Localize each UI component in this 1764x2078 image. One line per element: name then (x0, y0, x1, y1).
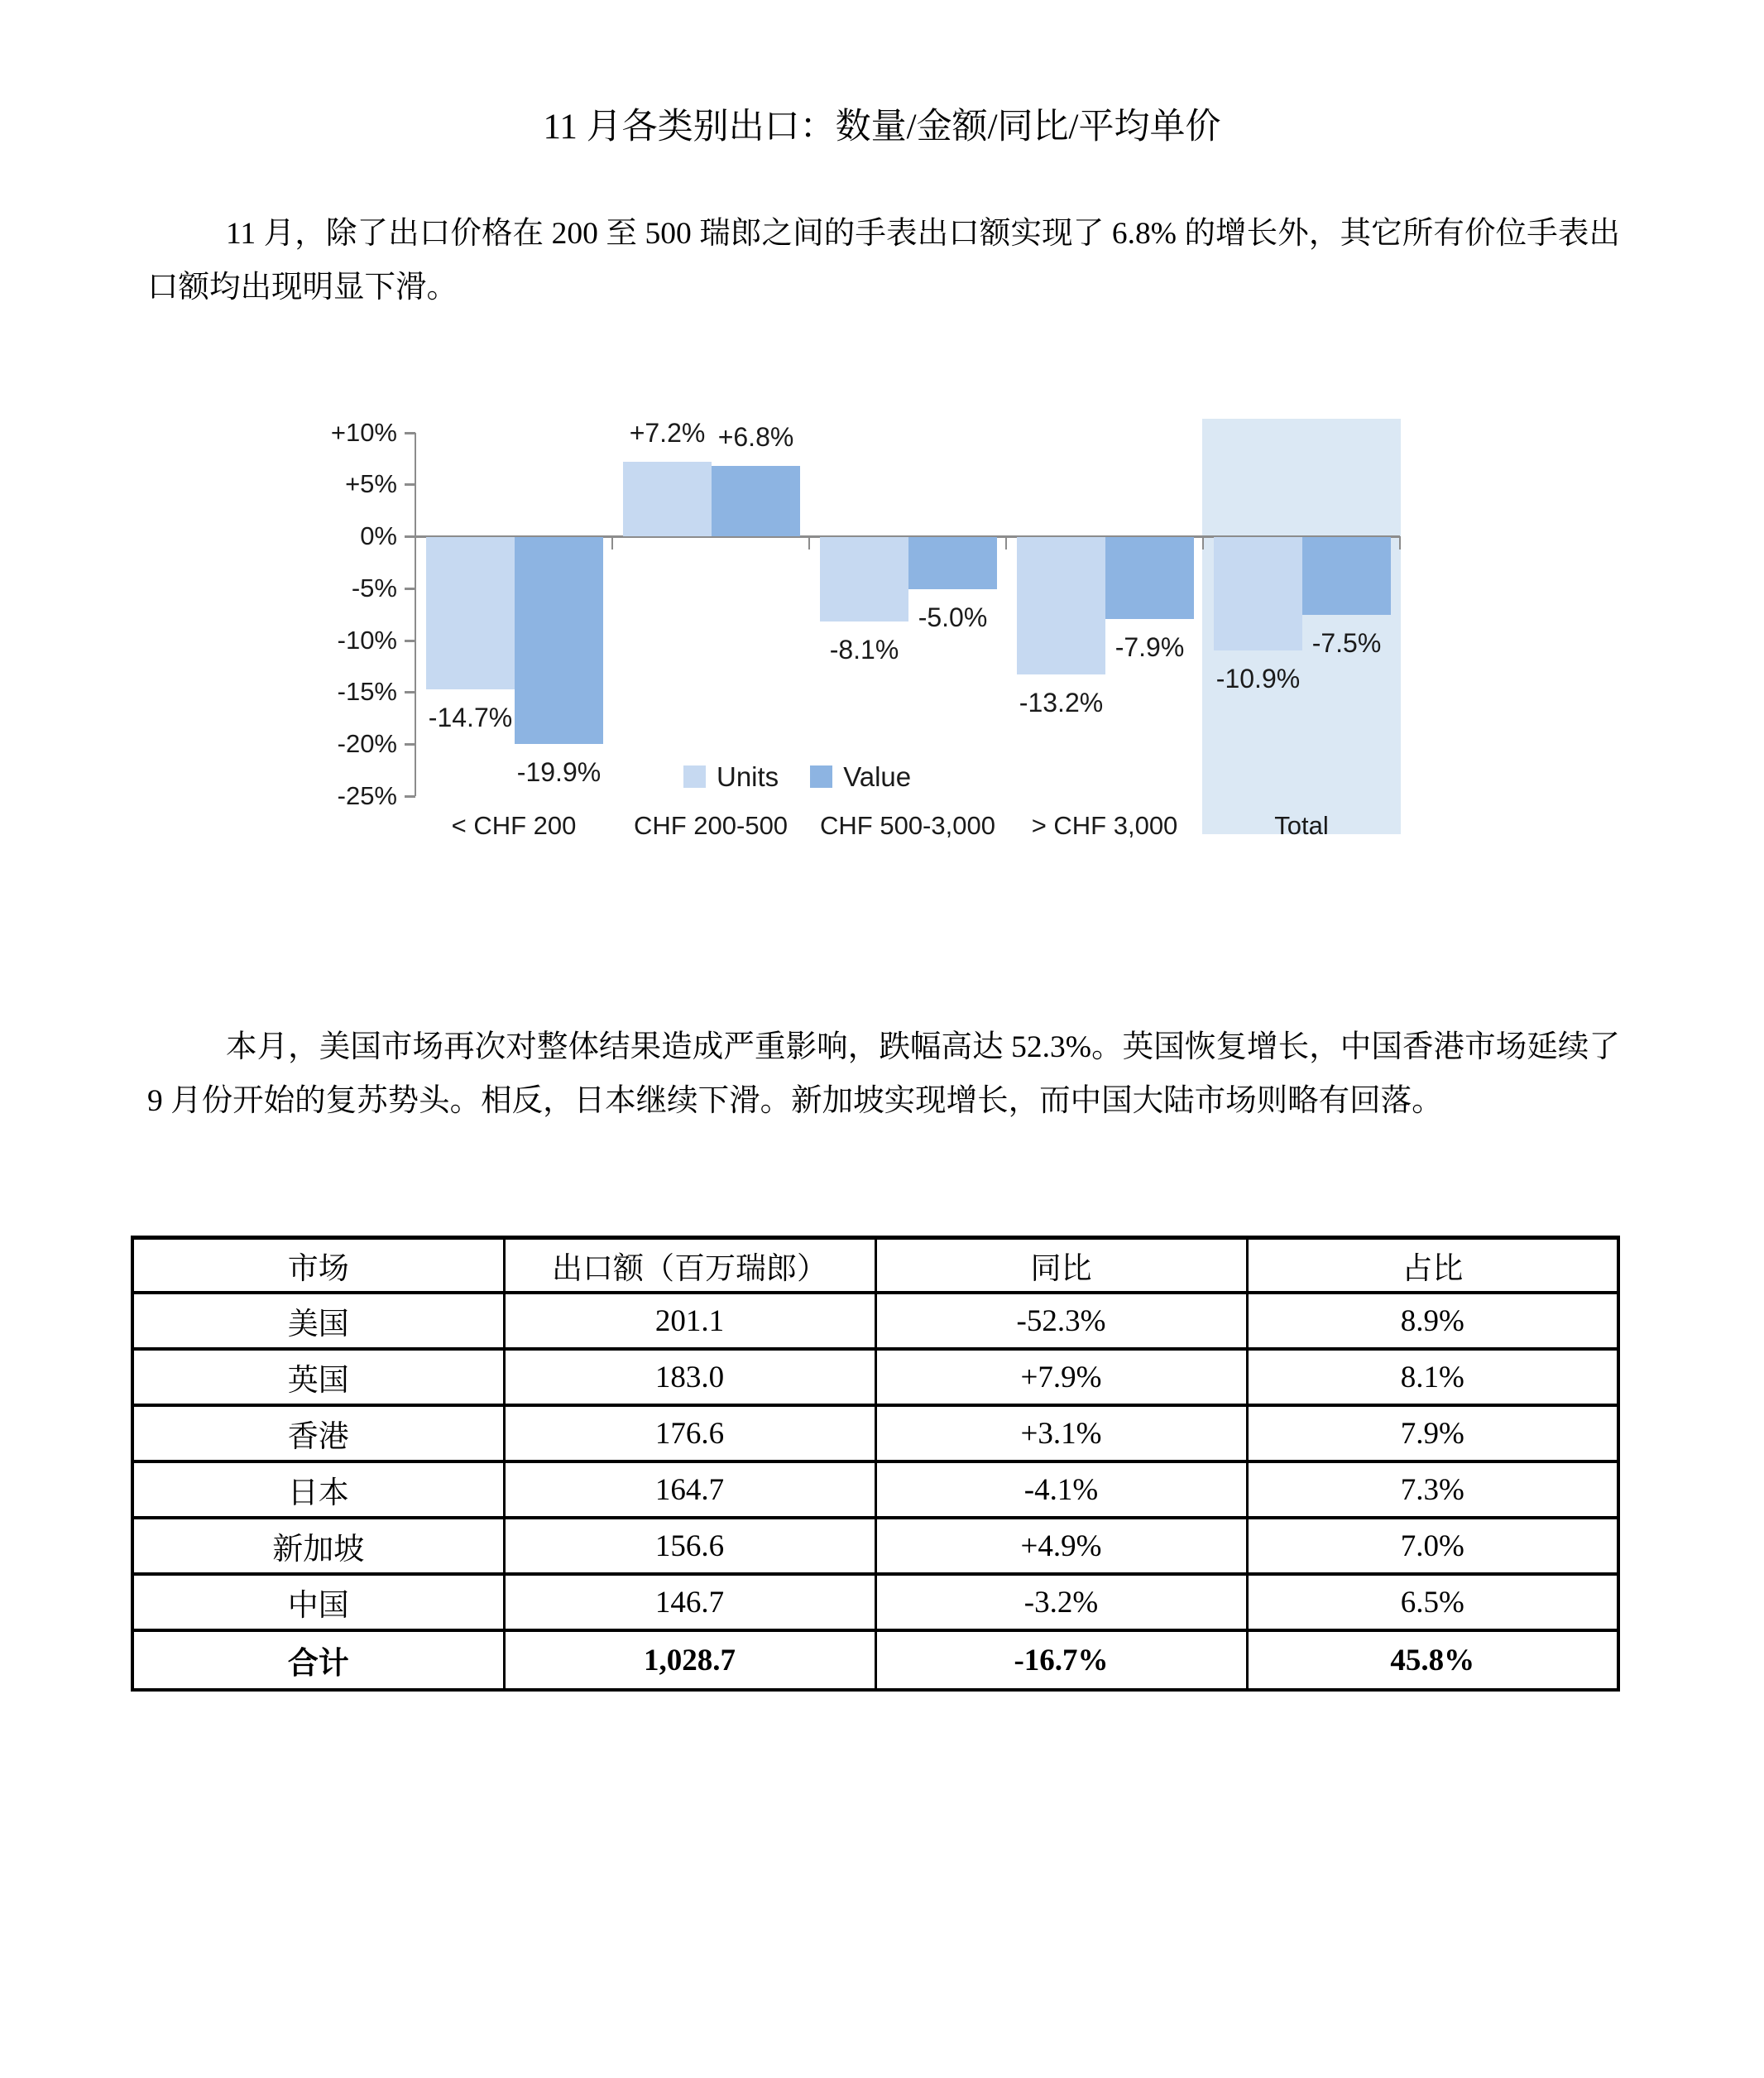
table-row (132, 1349, 1618, 1405)
legend-item-units (683, 763, 779, 790)
market-table (131, 1236, 1620, 1692)
category-axis-tick-mark (1005, 536, 1007, 549)
bar-value-label: -13.2% (1019, 688, 1104, 717)
cell-market: 新加坡 (132, 1518, 504, 1574)
y-axis-tick-mark (405, 691, 415, 693)
paragraph-price-bands: 11 月，除了出口价格在 200 至 500 瑞郎之间的手表出口额实现了 6.8% 的增长外，其它所有价位手表出口额均出现明显下滑。 (147, 217, 1620, 305)
y-axis-tick-mark (405, 483, 415, 486)
cell-share: 8.9% (1247, 1293, 1618, 1349)
y-axis-tick-label: -10% (337, 626, 397, 655)
category-label: CHF 500-3,000 (820, 811, 995, 840)
y-axis-tick-label: 0% (360, 521, 397, 550)
category-axis-tick-mark (808, 536, 810, 549)
cell-market: 合计 (132, 1630, 504, 1690)
category-label: Total (1274, 811, 1329, 840)
cell-yoy: -16.7% (875, 1630, 1247, 1690)
bar-value-label: -14.7% (428, 703, 513, 732)
cell-yoy: -52.3% (875, 1293, 1247, 1349)
y-axis-tick-label: +5% (345, 469, 397, 498)
category-label: < CHF 200 (451, 811, 577, 840)
y-axis-tick-mark (405, 432, 415, 434)
table-row (132, 1461, 1618, 1518)
cell-exports-mchf: 164.7 (504, 1461, 875, 1518)
y-axis-tick-label: -25% (337, 781, 397, 810)
y-axis-tick-mark (405, 795, 415, 798)
table-row (132, 1405, 1618, 1461)
cell-share: 6.5% (1247, 1574, 1618, 1630)
table-row (132, 1293, 1618, 1349)
y-axis-tick-mark (405, 743, 415, 746)
cell-yoy: +3.1% (875, 1405, 1247, 1461)
cell-yoy: 同比 (875, 1238, 1247, 1293)
legend-swatch-value (810, 765, 832, 788)
value-bar-chf-3-000 (1105, 537, 1194, 619)
bar-value-label: -19.9% (516, 757, 602, 787)
cell-exports-mchf: 201.1 (504, 1293, 875, 1349)
table-row (132, 1574, 1618, 1630)
category-axis-tick-mark (1202, 536, 1204, 549)
cell-yoy: -3.2% (875, 1574, 1247, 1630)
cell-market: 美国 (132, 1293, 504, 1349)
bar-value-label: -7.9% (1114, 632, 1185, 662)
cell-share: 7.9% (1247, 1405, 1618, 1461)
cell-share: 7.3% (1247, 1461, 1618, 1518)
table-total-row (132, 1630, 1618, 1690)
cell-yoy: +4.9% (875, 1518, 1247, 1574)
cell-market: 香港 (132, 1405, 504, 1461)
units-bar-chf-200-500 (623, 462, 712, 536)
bar-value-label: -8.1% (829, 635, 899, 665)
y-axis-tick-label: -20% (337, 729, 397, 758)
cell-exports-mchf: 156.6 (504, 1518, 875, 1574)
cell-yoy: +7.9% (875, 1349, 1247, 1405)
cell-exports-mchf: 1,028.7 (504, 1630, 875, 1690)
cell-market: 市场 (132, 1238, 504, 1293)
cell-exports-mchf: 146.7 (504, 1574, 875, 1630)
cell-exports-mchf: 183.0 (504, 1349, 875, 1405)
bar-value-label: -10.9% (1215, 664, 1301, 693)
y-axis-tick-mark (405, 535, 415, 538)
page-title: 11 月各类别出口：数量/金额/同比/平均单价 (543, 108, 1221, 146)
bar-value-label: -7.5% (1311, 628, 1382, 658)
legend-label-units: Units (717, 761, 779, 792)
units-bar-chf-200 (426, 537, 515, 689)
y-axis-tick-mark (405, 588, 415, 590)
cell-share: 7.0% (1247, 1518, 1618, 1574)
chart-legend (683, 763, 911, 790)
cell-market: 日本 (132, 1461, 504, 1518)
y-axis-line (415, 433, 416, 796)
table-header-row (132, 1238, 1618, 1293)
cell-share: 8.1% (1247, 1349, 1618, 1405)
value-bar-total (1302, 537, 1391, 615)
y-axis-tick-label: -5% (351, 573, 397, 602)
cell-exports-mchf: 出口额（百万瑞郎） (504, 1238, 875, 1293)
category-label: > CHF 3,000 (1031, 811, 1178, 840)
category-label: CHF 200-500 (633, 811, 789, 840)
cell-exports-mchf: 176.6 (504, 1405, 875, 1461)
value-bar-chf-200 (515, 537, 603, 744)
value-bar-chf-200-500 (712, 466, 800, 536)
cell-share: 占比 (1247, 1238, 1618, 1293)
cell-share: 45.8% (1247, 1630, 1618, 1690)
bar-value-label: +6.8% (717, 422, 794, 452)
category-axis-tick-mark (1399, 536, 1401, 549)
table-row (132, 1518, 1618, 1574)
export-change-bar-chart (0, 0, 1764, 910)
y-axis-tick-label: -15% (337, 677, 397, 706)
y-axis-tick-label: +10% (330, 418, 397, 447)
category-axis-tick-mark (611, 536, 613, 549)
value-bar-chf-500-3-000 (908, 537, 997, 589)
y-axis-tick-mark (405, 640, 415, 642)
legend-label-value: Value (843, 761, 912, 792)
cell-market: 中国 (132, 1574, 504, 1630)
bar-value-label: +7.2% (629, 418, 706, 448)
legend-item-value (810, 763, 911, 790)
cell-yoy: -4.1% (875, 1461, 1247, 1518)
paragraph-markets: 本月，美国市场再次对整体结果造成严重影响，跌幅高达 52.3%。英国恢复增长，中国香港市场延续了 9 月份开始的复苏势头。相反，日本继续下滑。新加坡实现增长，而中国大陆市场则略有回落。 (147, 1030, 1620, 1118)
legend-swatch-units (683, 765, 706, 788)
cell-market: 英国 (132, 1349, 504, 1405)
bar-value-label: -5.0% (918, 602, 988, 632)
